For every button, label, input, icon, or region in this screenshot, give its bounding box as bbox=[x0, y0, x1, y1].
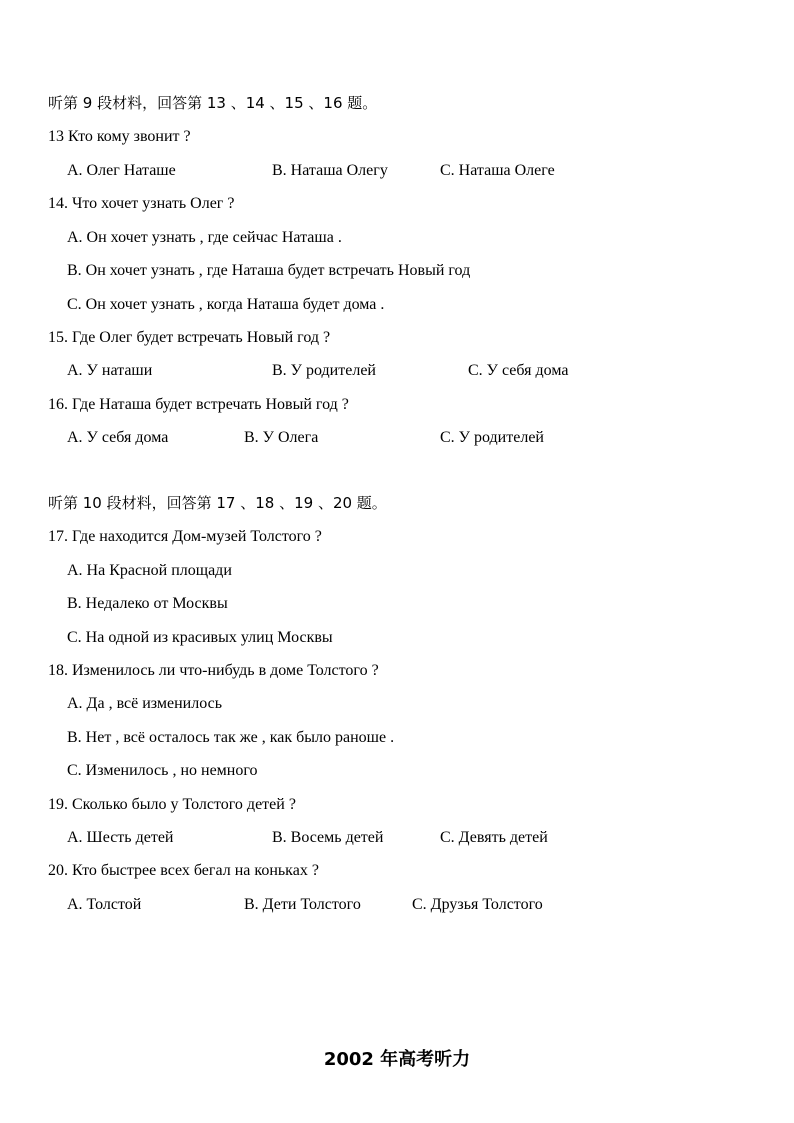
question-17: 17. Где находится Дом-музей Толстого ? bbox=[48, 528, 322, 545]
option-17-c: C. На одной из красивых улиц Москвы bbox=[67, 629, 333, 646]
option-13-b: B. Наташа Олегу bbox=[272, 162, 388, 179]
option-17-b: B. Недалеко от Москвы bbox=[67, 595, 228, 612]
question-18: 18. Изменилось ли что-нибудь в доме Толстого ? bbox=[48, 662, 379, 679]
option-16-a: A. У себя дома bbox=[67, 429, 169, 446]
option-14-b: B. Он хочет узнать , где Наташа будет встречать Новый год bbox=[67, 262, 471, 279]
section-header: 听第 10 段材料，回答第 17 、18 、19 、20 题。 bbox=[48, 494, 387, 512]
option-16-b: B. У Олега bbox=[244, 429, 319, 446]
question-16: 16. Где Наташа будет встречать Новый год ? bbox=[48, 396, 349, 413]
question-13: 13 Кто кому звонит ? bbox=[48, 128, 191, 145]
option-18-b: B. Нет , всё осталось так же , как было раноше . bbox=[67, 729, 395, 746]
option-15-c: C. У себя дома bbox=[468, 362, 569, 379]
option-17-a: A. На Красной площади bbox=[67, 562, 232, 579]
option-19-a: A. Шесть детей bbox=[67, 829, 174, 846]
option-18-a: A. Да , всё изменилось bbox=[67, 695, 223, 712]
option-19-c: C. Девять детей bbox=[440, 829, 548, 846]
question-14: 14. Что хочет узнать Олег ? bbox=[48, 195, 235, 212]
page-title: 2002 年高考听力 bbox=[323, 1049, 471, 1070]
option-13-a: A. Олег Наташе bbox=[67, 162, 176, 179]
option-14-c: C. Он хочет узнать , когда Наташа будет дома . bbox=[67, 296, 385, 313]
option-13-c: C. Наташа Олеге bbox=[440, 162, 555, 179]
option-16-c: C. У родителей bbox=[440, 429, 544, 446]
option-14-a: A. Он хочет узнать , где сейчас Наташа . bbox=[67, 229, 342, 246]
option-15-b: B. У родителей bbox=[272, 362, 376, 379]
option-20-c: C. Друзья Толстого bbox=[412, 896, 543, 913]
question-19: 19. Сколько было у Толстого детей ? bbox=[48, 796, 296, 813]
option-20-b: B. Дети Толстого bbox=[244, 896, 361, 913]
option-18-c: C. Изменилось , но немного bbox=[67, 762, 258, 779]
question-20: 20. Кто быстрее всех бегал на коньках ? bbox=[48, 862, 319, 879]
section-header: 听第 9 段材料，回答第 13 、14 、15 、16 题。 bbox=[48, 94, 378, 112]
option-20-a: A. Толстой bbox=[67, 896, 142, 913]
option-15-a: A. У наташи bbox=[67, 362, 153, 379]
option-19-b: B. Восемь детей bbox=[272, 829, 384, 846]
question-15: 15. Где Олег будет встречать Новый год ? bbox=[48, 329, 331, 346]
